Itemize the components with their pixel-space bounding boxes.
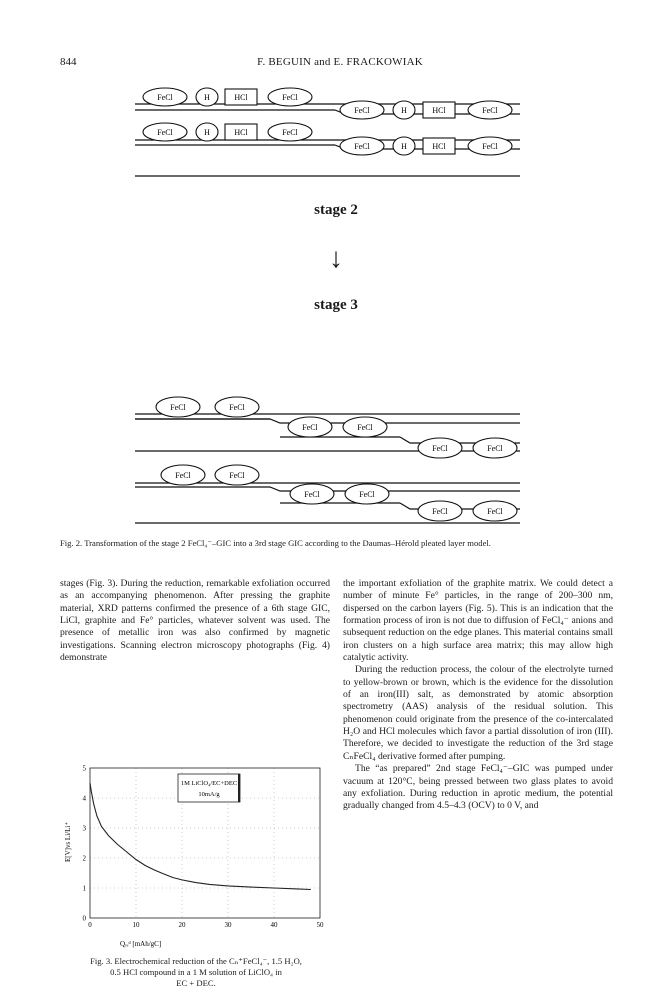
stage2-row2 [143,123,512,155]
y-tick-label: 0 [82,914,86,923]
fecl4-label: FeCl [482,142,498,151]
figure3-chart [60,762,332,952]
figure3-caption-line2: 0.5 HCl compound in a 1 M solution of LiClO₄ in [110,967,282,977]
stage2-schematic [0,80,672,190]
fecl4-label: FeCl [354,142,370,151]
stage3-label: stage 3 [314,297,358,313]
left-column [60,578,330,664]
figure3-caption-line3: EC + DEC. [176,978,216,988]
h2o-label: H [401,106,407,115]
fecl4-label: FeCl [432,507,448,516]
figure2-caption: Fig. 2. Transformation of the stage 2 FeCl₄⁻–GIC into a 3rd stage GIC according to the Daumas–Hérold pleated layer model. [60,538,491,548]
hcl-label: HCl [432,106,446,115]
fecl4-label: FeCl [157,128,173,137]
fecl4-label: FeCl [359,490,375,499]
stage3-schematic [0,385,672,530]
stage3-row2 [161,465,517,521]
h2o-label: H [401,142,407,151]
y-tick-label: 3 [82,824,86,833]
transformation-arrow: ↓ [329,243,343,274]
fecl4-label: FeCl [282,128,298,137]
x-tick-label: 50 [316,921,324,929]
y-tick-label: 2 [82,854,86,863]
fecl4-label: FeCl [487,444,503,453]
figure3-caption [60,956,332,989]
fecl4-label: FeCl [282,93,298,102]
legend-current: 10mA/g [198,791,220,798]
fecl4-label: FeCl [229,471,245,480]
fecl4-label: FeCl [157,93,173,102]
y-tick-label: 5 [82,764,86,773]
fecl4-label: FeCl [175,471,191,480]
page-number: 844 [60,56,77,68]
chart-legend [178,774,240,802]
x-tick-label: 30 [224,921,232,929]
h2o-label: H [204,93,210,102]
x-tick-label: 20 [178,921,186,929]
fecl4-label: FeCl [357,423,373,432]
fecl4-label: FeCl [354,106,370,115]
fecl4-label: FeCl [170,403,186,412]
h2o-label: H [204,128,210,137]
y-axis-label: E[V]vs Li/Li⁺ [64,821,72,863]
y-tick-label: 4 [82,794,86,803]
right-paragraph-1: the important exfoliation of the graphite matrix. We could detect a number of minute Fe° particles, in the range of 200–300 nm, dispersed on the carbon layers (Fig. 5). This is an indication that the formation process of iron is not due to diffusion of FeCl₄⁻ anions and subsequent reduction on the edge planes. This material contains small iron clusters on a high surface area matrix; this may allow high catalytic activity. [343,578,613,664]
right-column [343,578,613,813]
figure3-caption-line1: Fig. 3. Electrochemical reduction of the Cₙ⁺FeCl₄⁻, 1.5 H₂O, [90,956,302,966]
fecl4-label: FeCl [482,106,498,115]
stage2-label: stage 2 [314,202,358,218]
left-paragraph-1: stages (Fig. 3). During the reduction, remarkable exfoliation occurred as an accompanying phenomenon. After pressing the graphite material, XRD patterns confirmed the presence of a 6th stage GIC, LiCl, graphite and Fe° particles, whatever solvent was used. The presence of metallic iron was also confirmed by magnetic investigations. Scanning electron microscopy photographs (Fig. 4) demonstrate [60,578,330,664]
fecl4-label: FeCl [487,507,503,516]
fecl4-label: FeCl [304,490,320,499]
x-tick-label: 10 [132,921,140,929]
hcl-label: HCl [432,142,446,151]
hcl-label: HCl [234,128,248,137]
fecl4-label: FeCl [229,403,245,412]
hcl-label: HCl [234,93,248,102]
legend-electrolyte: 1M LiClO₄/EC+DEC [180,780,238,787]
right-paragraph-2: During the reduction process, the colour of the electrolyte turned to yellow-brown or brown, which is the evidence for the dissolution of an iron(III) salt, as demonstrated by atomic absorption spectrometry (AAS) analysis of the residual solution. This phenomenon could originate from the presence of the co-intercalated H₂O and HCl molecules which favor a partial dissolution of iron (III). Therefore, we decided to investigate the reduction of the 3rd stage CₙFeCl₄ derivative formed after pumping. [343,664,613,762]
stage3-row1 [156,397,517,458]
x-axis-label: Qᵣₑᵈ [mAh/gC] [120,940,162,948]
running-title: F. BEGUIN and E. FRACKOWIAK [257,56,423,68]
right-paragraph-3: The “as prepared” 2nd stage FeCl₄⁻–GIC was pumped under vacuum at 120°C, being pressed between two glass plates to avoid any exfoliation. During reduction in aprotic medium, the potential gradually changed from 4.5–4.3 (OCV) to 0 V, and [343,763,613,812]
x-tick-label: 40 [270,921,278,929]
y-tick-label: 1 [82,884,86,893]
fecl4-label: FeCl [302,423,318,432]
x-tick-label: 0 [88,921,92,929]
fecl4-label: FeCl [432,444,448,453]
